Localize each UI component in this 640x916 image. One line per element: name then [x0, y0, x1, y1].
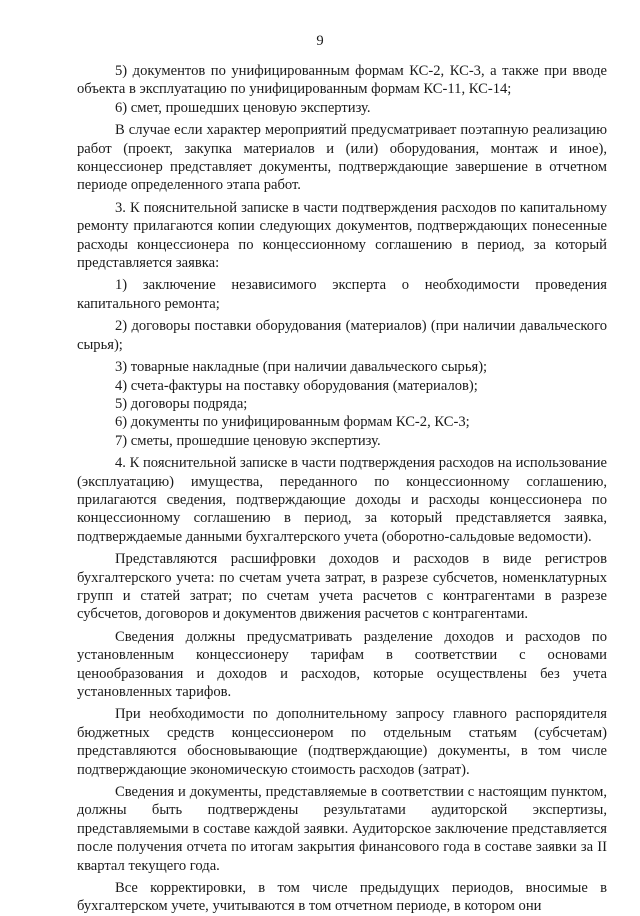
paragraph: Представляются расшифровки доходов и расходов в виде регистров бухгалтерского учета: по счетам учета затрат, в разрезе субсчетов, номенклатурных групп и статей затрат; по счетам учета расчетов с контрагентами в разрезе субсчетов, договоров и документов движения расчетов с контрагентами.: [77, 551, 607, 623]
paragraph: В случае если характер мероприятий предусматривает поэтапную реализацию работ (проект, закупка материалов и (или) оборудования, монтаж и иное), концессионер представляет документы, подтверждающие завершение в отчетном периоде определенного этапа работ.: [77, 122, 607, 194]
page-number: 9: [316, 33, 324, 49]
paragraph: При необходимости по дополнительному запросу главного распорядителя бюджетных средств концессионером по отдельным статьям (субсчетам) представляются обосновывающие (подтверждающие) документы, в том числе подтверждающие экономическую стоимость расходов (затрат).: [77, 706, 607, 778]
list-item: 2) договоры поставки оборудования (материалов) (при наличии давальческого сырья);: [77, 318, 607, 353]
paragraph: Все корректировки, в том числе предыдущих периодов, вносимые в бухгалтерском учете, учитываются в том отчетном периоде, в котором они: [77, 880, 607, 915]
list-item: 5) договоры подряда;: [115, 395, 248, 412]
paragraph: 6) смет, прошедших ценовую экспертизу.: [115, 99, 371, 116]
paragraph: 5) документов по унифицированным формам КС-2, КС-3, а также при вводе объекта в эксплуатацию по унифицированным формам КС-11, КС-14;: [77, 63, 607, 98]
list-item: 3) товарные накладные (при наличии давальческого сырья);: [115, 359, 488, 376]
paragraph: Сведения и документы, представляемые в соответствии с настоящим пунктом, должны быть подтверждены результатами аудиторской экспертизы, представляемыми в составе каждой заявки. Аудиторское заключение представляется после получения отчета по итогам закрытия финансового года в составе заявки за II квартал текущего года.: [77, 784, 607, 874]
list-item: 4) счета-фактуры на поставку оборудования (материалов);: [115, 377, 478, 394]
paragraph: 4. К пояснительной записке в части подтверждения расходов на использование (эксплуатацию) имущества, переданного по концессионному соглашению, прилагаются сведения, подтверждающие доходы и расходы концессионера по концессионному соглашению в период, за который представляется заявка, подтверждаемые данными бухгалтерского учета (оборотно-сальдовые ведомости).: [77, 455, 607, 545]
list-item: 7) сметы, прошедшие ценовую экспертизу.: [115, 432, 381, 449]
list-item: 6) документы по унифицированным формам КС-2, КС-3;: [115, 414, 470, 431]
paragraph: Сведения должны предусматривать разделение доходов и расходов по установленным концессионеру тарифам в соответствии с основами ценообразования и доходов и расходов, которые осуществлены без учета установленных тарифов.: [77, 628, 607, 700]
paragraph: 3. К пояснительной записке в части подтверждения расходов по капитальному ремонту прилагаются копии следующих документов, подтверждающих понесенные расходы концессионера по концессионному соглашению в период, за который представляется заявка:: [77, 199, 607, 272]
list-item: 1) заключение независимого эксперта о необходимости проведения капитального ремонта;: [77, 277, 607, 312]
document-body: [77, 62, 607, 916]
